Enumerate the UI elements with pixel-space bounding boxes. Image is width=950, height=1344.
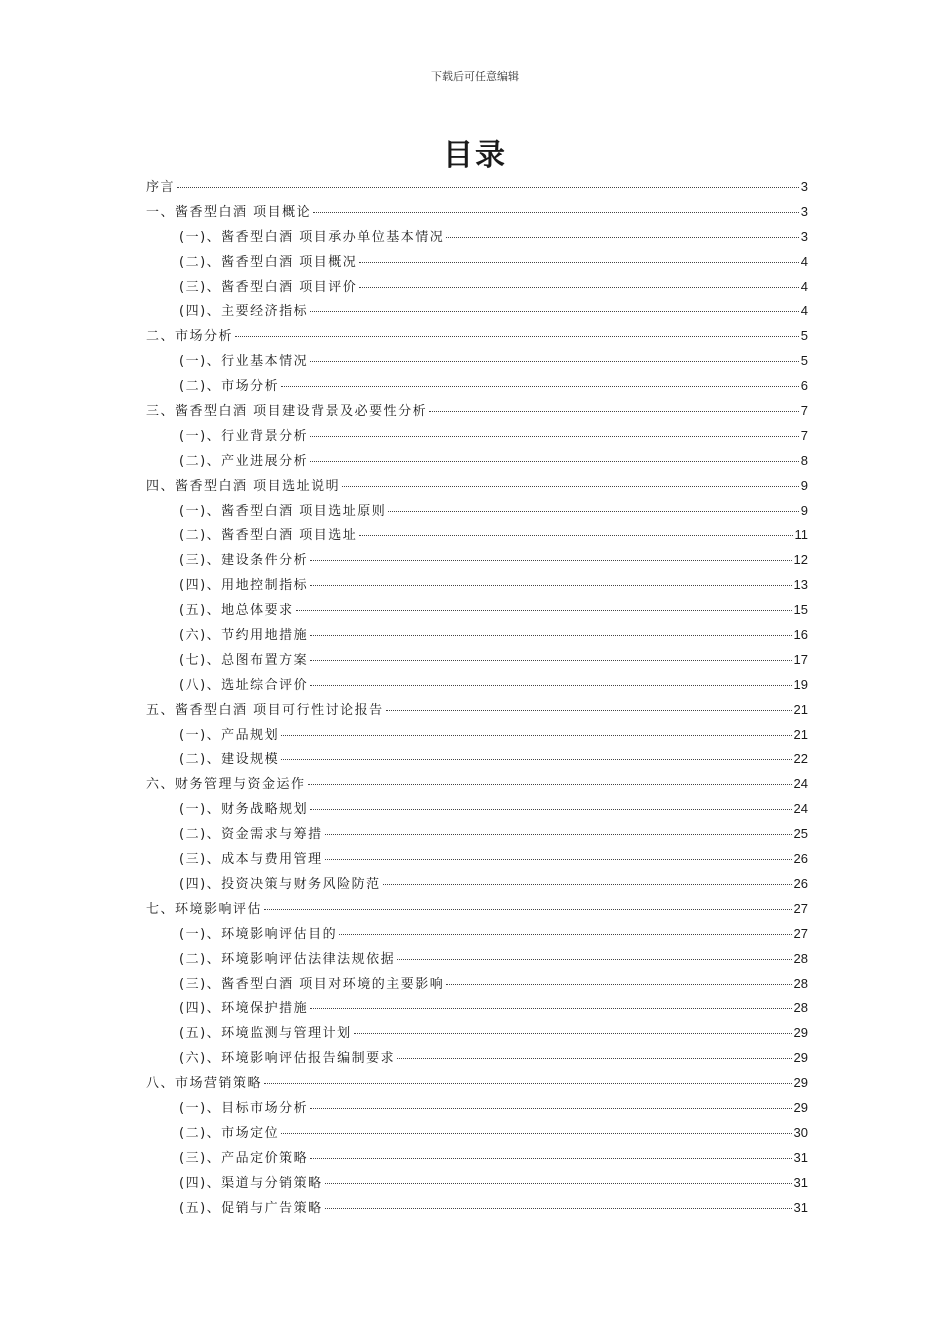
toc-entry[interactable]	[146, 822, 808, 847]
toc-entry[interactable]	[146, 723, 808, 748]
toc-entry-label: (二)、产业进展分析	[179, 453, 309, 469]
toc-entry-page: 27	[793, 925, 808, 941]
toc-entry-label: 三、酱香型白酒 项目建设背景及必要性分析	[146, 404, 428, 420]
toc-dot-leader	[177, 186, 799, 188]
toc-entry-page: 31	[793, 1199, 808, 1215]
toc-entry[interactable]	[146, 1121, 808, 1146]
toc-dot-leader	[310, 559, 791, 561]
toc-entry-label: (五)、环境监测与管理计划	[179, 1026, 352, 1042]
toc-dot-leader	[310, 1107, 791, 1109]
toc-entry[interactable]	[146, 474, 808, 499]
toc-entry[interactable]	[146, 996, 808, 1021]
toc-entry-page: 5	[800, 353, 808, 369]
toc-entry-label: (二)、环境影响评估法律法规依据	[179, 951, 396, 967]
toc-dot-leader	[359, 534, 792, 536]
toc-entry-page: 28	[793, 950, 808, 966]
toc-entry-page: 21	[793, 726, 808, 742]
toc-entry[interactable]	[146, 922, 808, 947]
toc-entry[interactable]	[146, 772, 808, 797]
toc-entry-label: (一)、行业背景分析	[179, 428, 309, 444]
toc-entry-page: 25	[793, 826, 808, 842]
toc-entry[interactable]	[146, 523, 808, 548]
toc-entry[interactable]	[146, 1196, 808, 1221]
toc-entry-label: (四)、主要经济指标	[179, 304, 309, 320]
toc-dot-leader	[446, 236, 798, 238]
toc-dot-leader	[310, 659, 791, 661]
toc-entry-page: 28	[793, 1000, 808, 1016]
toc-entry-page: 29	[793, 1025, 808, 1041]
toc-dot-leader	[308, 783, 792, 785]
toc-entry[interactable]	[146, 1146, 808, 1171]
toc-entry[interactable]	[146, 598, 808, 623]
toc-entry[interactable]	[146, 299, 808, 324]
toc-entry[interactable]	[146, 374, 808, 399]
toc-entry-label: 序言	[146, 180, 176, 195]
toc-entry-label: 五、酱香型白酒 项目可行性讨论报告	[146, 702, 384, 718]
toc-entry-label: (五)、地总体要求	[179, 603, 294, 619]
toc-entry-label: 六、财务管理与资金运作	[146, 777, 306, 793]
toc-entry[interactable]	[146, 399, 808, 424]
toc-entry[interactable]	[146, 673, 808, 698]
toc-entry[interactable]	[146, 1096, 808, 1121]
toc-dot-leader	[429, 410, 799, 412]
toc-entry[interactable]	[146, 648, 808, 673]
toc-entry-page: 19	[793, 676, 808, 692]
toc-dot-leader	[325, 1207, 792, 1209]
toc-dot-leader	[310, 584, 791, 586]
toc-entry-label: (四)、环境保护措施	[179, 1001, 309, 1017]
toc-entry-page: 30	[793, 1124, 808, 1140]
toc-entry-page: 6	[800, 378, 808, 394]
toc-entry-page: 26	[793, 851, 808, 867]
toc-dot-leader	[310, 435, 799, 437]
toc-entry[interactable]	[146, 972, 808, 997]
toc-dot-leader	[310, 634, 791, 636]
toc-dot-leader	[397, 1057, 791, 1059]
toc-dot-leader	[281, 758, 791, 760]
toc-entry-page: 28	[793, 975, 808, 991]
toc-entry-label: (八)、选址综合评价	[179, 677, 309, 693]
toc-entry-page: 5	[800, 328, 808, 344]
toc-entry-page: 4	[800, 278, 808, 294]
toc-entry-page: 4	[800, 303, 808, 319]
toc-entry[interactable]	[146, 324, 808, 349]
toc-dot-leader	[388, 510, 798, 512]
toc-entry[interactable]	[146, 225, 808, 250]
toc-dot-leader	[310, 310, 799, 312]
toc-dot-leader	[310, 460, 799, 462]
toc-entry[interactable]	[146, 200, 808, 225]
toc-entry-page: 29	[793, 1050, 808, 1066]
toc-entry-label: (三)、酱香型白酒 项目评价	[179, 279, 358, 295]
toc-entry-page: 12	[793, 552, 808, 568]
toc-entry-label: (二)、酱香型白酒 项目概况	[179, 254, 358, 270]
toc-dot-leader	[325, 858, 792, 860]
toc-dot-leader	[325, 1182, 792, 1184]
toc-entry-page: 24	[793, 801, 808, 817]
toc-dot-leader	[310, 360, 799, 362]
toc-entry-page: 15	[793, 602, 808, 618]
toc-entry-page: 24	[793, 776, 808, 792]
toc-entry[interactable]	[146, 947, 808, 972]
toc-entry-label: (七)、总图布置方案	[179, 652, 309, 668]
toc-entry[interactable]	[146, 1071, 808, 1096]
toc-entry-label: (一)、酱香型白酒 项目承办单位基本情况	[179, 229, 445, 245]
toc-dot-leader	[235, 335, 799, 337]
toc-entry-page: 3	[800, 203, 808, 219]
toc-dot-leader	[264, 908, 792, 910]
toc-dot-leader	[342, 485, 799, 487]
toc-entry[interactable]	[146, 573, 808, 598]
toc-entry[interactable]	[146, 1046, 808, 1071]
toc-entry-label: (二)、市场定位	[179, 1125, 280, 1141]
toc-entry-label: (四)、渠道与分销策略	[179, 1175, 323, 1191]
toc-entry-page: 9	[800, 477, 808, 493]
toc-entry-label: (三)、产品定价策略	[179, 1150, 309, 1166]
toc-entry-page: 29	[793, 1075, 808, 1091]
toc-dot-leader	[310, 1007, 791, 1009]
toc-dot-leader	[281, 385, 799, 387]
toc-entry[interactable]	[146, 250, 808, 275]
toc-entry-page: 21	[793, 701, 808, 717]
toc-entry-label: 四、酱香型白酒 项目选址说明	[146, 478, 341, 494]
toc-entry-page: 31	[793, 1149, 808, 1165]
toc-entry-page: 31	[793, 1174, 808, 1190]
toc-dot-leader	[281, 734, 791, 736]
toc-entry-label: (一)、酱香型白酒 项目选址原则	[179, 503, 387, 519]
page-title: 目录	[443, 138, 507, 173]
toc-entry[interactable]	[146, 623, 808, 648]
toc-dot-leader	[310, 684, 791, 686]
toc-entry-label: (三)、酱香型白酒 项目对环境的主要影响	[179, 976, 445, 992]
toc-entry-page: 17	[793, 651, 808, 667]
toc-entry-label: (一)、环境影响评估目的	[179, 926, 338, 942]
toc-entry-page: 7	[800, 427, 808, 443]
toc-entry-page: 29	[793, 1099, 808, 1115]
toc-entry-label: (三)、建设条件分析	[179, 553, 309, 569]
toc-dot-leader	[446, 983, 791, 985]
toc-entry-label: (一)、目标市场分析	[179, 1100, 309, 1116]
toc-dot-leader	[397, 958, 791, 960]
toc-dot-leader	[264, 1082, 792, 1084]
toc-entry-label: (五)、促销与广告策略	[179, 1200, 323, 1216]
toc-entry-label: (二)、酱香型白酒 项目选址	[179, 528, 358, 544]
toc-entry-page: 27	[793, 900, 808, 916]
toc-entry-label: (四)、用地控制指标	[179, 578, 309, 594]
toc-dot-leader	[313, 211, 799, 213]
toc-dot-leader	[296, 609, 792, 611]
toc-entry[interactable]	[146, 698, 808, 723]
toc-entry-label: (一)、行业基本情况	[179, 354, 309, 370]
toc-entry-page: 3	[800, 179, 808, 194]
toc-entry[interactable]	[146, 175, 808, 200]
toc-dot-leader	[325, 833, 792, 835]
table-of-contents	[146, 175, 808, 1220]
toc-entry[interactable]	[146, 499, 808, 524]
toc-entry-label: (二)、资金需求与筹措	[179, 827, 323, 843]
toc-entry[interactable]	[146, 797, 808, 822]
toc-entry-label: (六)、环境影响评估报告编制要求	[179, 1051, 396, 1067]
toc-entry-page: 26	[793, 875, 808, 891]
toc-dot-leader	[359, 261, 798, 263]
toc-entry[interactable]	[146, 847, 808, 872]
toc-dot-leader	[354, 1032, 792, 1034]
toc-entry-label: (三)、成本与费用管理	[179, 852, 323, 868]
toc-entry-label: 七、环境影响评估	[146, 901, 263, 917]
toc-entry[interactable]	[146, 424, 808, 449]
toc-entry-page: 8	[800, 452, 808, 468]
toc-dot-leader	[310, 1157, 791, 1159]
toc-entry-label: (二)、建设规模	[179, 752, 280, 768]
toc-entry[interactable]	[146, 897, 808, 922]
toc-dot-leader	[281, 1132, 791, 1134]
toc-entry-label: 二、市场分析	[146, 329, 234, 345]
toc-entry-page: 16	[793, 627, 808, 643]
toc-entry[interactable]	[146, 747, 808, 772]
toc-dot-leader	[383, 883, 792, 885]
toc-entry-page: 4	[800, 253, 808, 269]
toc-entry-label: 一、酱香型白酒 项目概论	[146, 204, 312, 220]
toc-entry-page: 11	[794, 527, 808, 543]
toc-entry[interactable]	[146, 548, 808, 573]
toc-entry[interactable]	[146, 1021, 808, 1046]
toc-entry-label: (四)、投资决策与财务风险防范	[179, 876, 381, 892]
page-header: 下载后可任意编辑	[431, 70, 519, 83]
toc-entry-label: (二)、市场分析	[179, 379, 280, 395]
toc-entry-page: 22	[793, 751, 808, 767]
toc-dot-leader	[386, 709, 792, 711]
toc-dot-leader	[310, 808, 791, 810]
toc-entry[interactable]	[146, 1171, 808, 1196]
toc-entry[interactable]	[146, 872, 808, 897]
toc-entry[interactable]	[146, 449, 808, 474]
toc-entry-label: (六)、节约用地措施	[179, 628, 309, 644]
toc-entry-label: (一)、财务战略规划	[179, 802, 309, 818]
toc-entry-page: 7	[800, 403, 808, 419]
toc-entry-label: (一)、产品规划	[179, 727, 280, 743]
toc-entry[interactable]	[146, 349, 808, 374]
toc-entry[interactable]	[146, 275, 808, 300]
toc-entry-label: 八、市场营销策略	[146, 1076, 263, 1092]
toc-dot-leader	[339, 933, 791, 935]
toc-entry-page: 13	[793, 577, 808, 593]
toc-dot-leader	[359, 286, 798, 288]
toc-entry-page: 9	[800, 502, 808, 518]
toc-entry-page: 3	[800, 228, 808, 244]
